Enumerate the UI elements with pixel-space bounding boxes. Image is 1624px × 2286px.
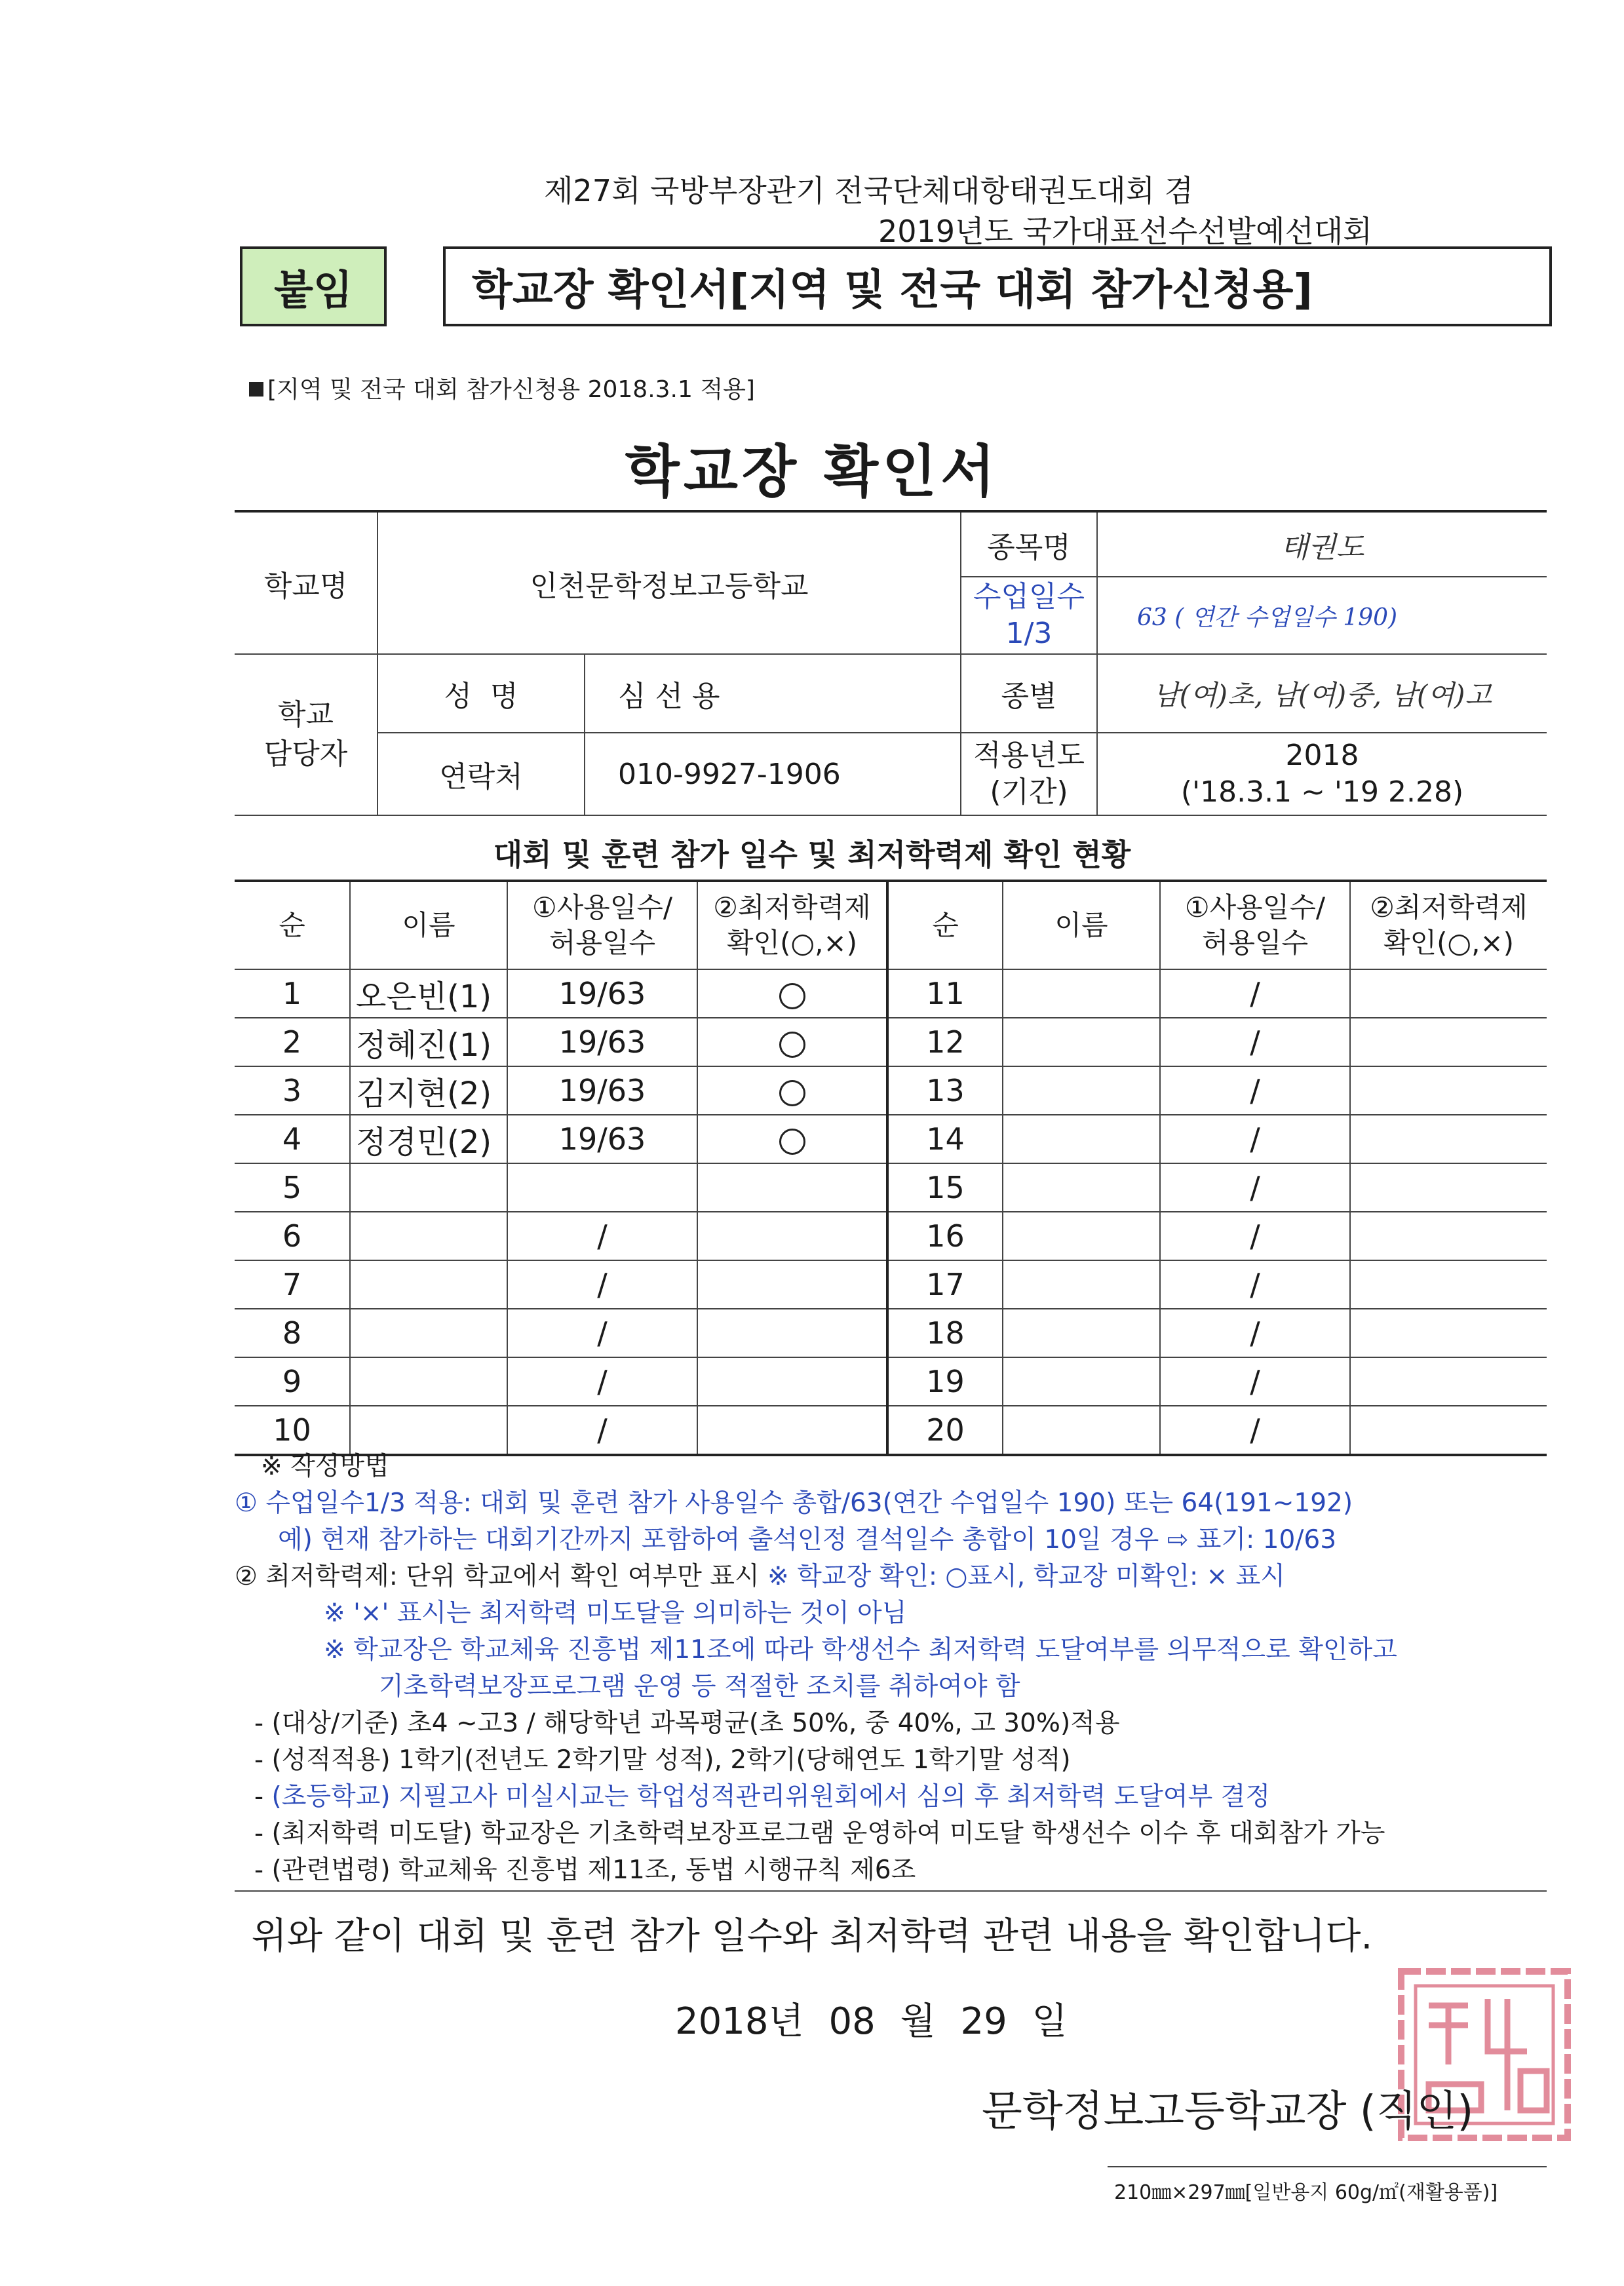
- note-1a: ① 수업일수1/3 적용: 대회 및 훈련 참가 사용일수 총합/63(연간 수업일수 190) 또는 64(191~192): [235, 1488, 1353, 1518]
- col-check-header-2: 확인(○,×): [726, 927, 858, 959]
- signer: 문학정보고등학교장 (직인): [982, 2087, 1474, 2136]
- note-4a: ※ 학교장은 학교체육 진흥법 제11조에 따라 학생선수 최저학력 도달여부를 의무적으로 확인하고: [324, 1635, 1397, 1665]
- row-check: [697, 1260, 887, 1309]
- row-name: [350, 1357, 507, 1406]
- row-no-right: 18: [887, 1309, 1003, 1357]
- row-name-right: [1003, 1357, 1160, 1406]
- row-name-right: [1003, 1260, 1160, 1309]
- row-days: /: [507, 1406, 697, 1455]
- page-title: 학교장 확인서: [625, 439, 999, 505]
- table-row: [235, 1406, 1547, 1455]
- row-name-right: [1003, 1066, 1160, 1115]
- row-no: 8: [235, 1309, 350, 1357]
- table-row: [235, 1018, 1547, 1066]
- row-check: [697, 1406, 887, 1455]
- row-check-right: [1350, 969, 1547, 1018]
- row-no-right: 14: [887, 1115, 1003, 1163]
- row-days-right: /: [1160, 1066, 1350, 1115]
- row-check-right: [1350, 1212, 1547, 1260]
- row-check: [697, 1163, 887, 1212]
- row-check: [697, 1115, 887, 1163]
- row-check-right: [1350, 1163, 1547, 1212]
- col-check-header-right: [1350, 881, 1547, 969]
- row-name-right: [1003, 1309, 1160, 1357]
- row-days-right: /: [1160, 1163, 1350, 1212]
- row-days: 19/63: [507, 969, 697, 1018]
- table-row: [235, 1357, 1547, 1406]
- table-row: [235, 1066, 1547, 1115]
- row-name: [350, 1212, 507, 1260]
- note-2a: ② 최저학력제: 단위 학교에서 확인 여부만 표시: [235, 1562, 760, 1591]
- contact-label: [235, 654, 377, 815]
- row-check: [697, 1018, 887, 1066]
- date-month: 08: [828, 2000, 876, 2043]
- row-name: 정혜진(1): [350, 1018, 507, 1066]
- row-check: [697, 1066, 887, 1115]
- contact-label-1: 학교: [277, 698, 334, 731]
- person-name-value: 심 선 용: [585, 654, 961, 733]
- square-bullet-icon: [249, 382, 263, 397]
- circle-check-icon: [779, 983, 805, 1009]
- row-no: 9: [235, 1357, 350, 1406]
- circle-check-icon: [779, 1032, 805, 1058]
- note-1b: 예) 현재 참가하는 대회기간까지 포함하여 출석인정 결석일수 총합이 10일 경우 ⇨ 표기: 10/63: [278, 1525, 1337, 1555]
- footer-divider: [1108, 2166, 1547, 2167]
- note-2b: ※ 학교장 확인: ○표시, 학교장 미확인: × 표시: [767, 1562, 1285, 1591]
- row-days: 19/63: [507, 1018, 697, 1066]
- row-days: 19/63: [507, 1066, 697, 1115]
- row-days-right: /: [1160, 1212, 1350, 1260]
- row-check-right: [1350, 1260, 1547, 1309]
- sport-label: 종목명: [961, 511, 1097, 577]
- paper-spec-footer: 210㎜×297㎜[일반용지 60g/㎡(재활용품)]: [1114, 2181, 1498, 2204]
- row-name-right: [1003, 1406, 1160, 1455]
- note-d3-text: (초등학교) 지필고사 미실시교는 학업성적관리위원회에서 심의 후 최저학력 도달여부 결정: [271, 1782, 1271, 1811]
- col-check-header-right-2: 확인(○,×): [1383, 927, 1515, 959]
- table-row: [235, 969, 1547, 1018]
- contact-label-2: 담당자: [263, 737, 348, 771]
- col-check-header-right-1: ②최저학력제: [1370, 891, 1528, 923]
- notes-section: [235, 1448, 1558, 1889]
- row-days: /: [507, 1357, 697, 1406]
- row-check: [697, 969, 887, 1018]
- status-title: 대회 및 훈련 참가 일수 및 최저학력제 확인 현황: [493, 837, 1131, 872]
- form-note-text: [지역 및 전국 대회 참가신청용 2018.3.1 적용]: [267, 376, 755, 403]
- apply-year-label: [961, 733, 1097, 815]
- apply-year: 2018: [1285, 739, 1359, 772]
- note-d1: - (대상/기준) 초4 ~고3 / 해당학년 과목평균(초 50%, 중 40%, 고 30%)적용: [254, 1709, 1120, 1738]
- row-no-right: 19: [887, 1357, 1003, 1406]
- row-name-right: [1003, 1018, 1160, 1066]
- apply-year-value: [1097, 733, 1547, 815]
- row-days-right: /: [1160, 1260, 1350, 1309]
- event-title-line2: 2019년도 국가대표선수선발예선대회: [878, 214, 1372, 249]
- row-no: 10: [235, 1406, 350, 1455]
- row-name: [350, 1260, 507, 1309]
- note-d3: [235, 1779, 1558, 1815]
- category-value: 남(여)초, 남(여)중, 남(여)고: [1097, 654, 1547, 733]
- note-4b: 기초학력보장프로그램 운영 등 적절한 조치를 취하여야 함: [379, 1672, 1020, 1701]
- row-name: [350, 1406, 507, 1455]
- header-title: [443, 246, 1552, 326]
- note-d2: - (성적적용) 1학기(전년도 2학기말 성적), 2학기(당해연도 1학기말 성적): [254, 1745, 1071, 1775]
- header-title-text: 학교장 확인서[지역 및 전국 대회 참가신청용]: [472, 266, 1313, 315]
- row-days: /: [507, 1260, 697, 1309]
- status-table: [235, 880, 1547, 1456]
- table-row: [235, 1115, 1547, 1163]
- row-no: 7: [235, 1260, 350, 1309]
- row-check: [697, 1309, 887, 1357]
- row-name: 김지현(2): [350, 1066, 507, 1115]
- divider: [235, 1890, 1547, 1892]
- row-no-right: 20: [887, 1406, 1003, 1455]
- row-no-right: 11: [887, 969, 1003, 1018]
- row-check-right: [1350, 1309, 1547, 1357]
- date-day: 29: [960, 2000, 1007, 2043]
- date-day-unit: 일: [1032, 2000, 1068, 2043]
- row-name: [350, 1309, 507, 1357]
- row-no: 3: [235, 1066, 350, 1115]
- attachment-badge: 붙임: [240, 246, 387, 326]
- table-row: [235, 1309, 1547, 1357]
- table-row: [235, 1163, 1547, 1212]
- form-note: [249, 371, 755, 404]
- row-no-right: 12: [887, 1018, 1003, 1066]
- row-no-right: 15: [887, 1163, 1003, 1212]
- person-name-label: 성 명: [377, 654, 585, 733]
- row-name-right: [1003, 1212, 1160, 1260]
- row-check-right: [1350, 1115, 1547, 1163]
- class-days-value: 63 ( 연간 수업일수 190): [1097, 577, 1547, 654]
- row-no-right: 16: [887, 1212, 1003, 1260]
- row-days: 19/63: [507, 1115, 697, 1163]
- circle-check-icon: [779, 1129, 805, 1155]
- confirm-text: 위와 같이 대회 및 훈련 참가 일수와 최저학력 관련 내용을 확인합니다.: [251, 1915, 1373, 1958]
- circle-check-icon: [779, 1080, 805, 1106]
- date-year: 2018년: [675, 2000, 804, 2043]
- sport-value: 태권도: [1097, 511, 1547, 577]
- col-check-header: [697, 881, 887, 969]
- note-d3-dash: -: [254, 1782, 272, 1811]
- row-no: 1: [235, 969, 350, 1018]
- note-d4: - (최저학력 미도달) 학교장은 기초학력보장프로그램 운영하여 미도달 학생선수 이수 후 대회참가 가능: [254, 1819, 1385, 1848]
- row-name: 정경민(2): [350, 1115, 507, 1163]
- row-no: 6: [235, 1212, 350, 1260]
- row-name: [350, 1163, 507, 1212]
- row-name-right: [1003, 1163, 1160, 1212]
- col-days-header-right-2: 허용일수: [1201, 927, 1309, 959]
- row-days-right: /: [1160, 1115, 1350, 1163]
- notes-heading: ※ 작성방법: [261, 1452, 389, 1481]
- row-check-right: [1350, 1406, 1547, 1455]
- row-no: 2: [235, 1018, 350, 1066]
- row-days: [507, 1163, 697, 1212]
- row-check-right: [1350, 1357, 1547, 1406]
- signing-date: [675, 1992, 1068, 2045]
- row-name-right: [1003, 1115, 1160, 1163]
- apply-year-label-1: 적용년도: [973, 739, 1085, 772]
- apply-period: ('18.3.1 ~ '19 2.28): [1180, 775, 1464, 809]
- col-name-header: 이름: [350, 881, 507, 969]
- row-days-right: /: [1160, 1406, 1350, 1455]
- row-days-right: /: [1160, 1018, 1350, 1066]
- event-title-line1: 제27회 국방부장관기 전국단체대항태권도대회 겸: [544, 173, 1194, 208]
- apply-year-label-2: (기간): [990, 775, 1068, 809]
- row-check-right: [1350, 1066, 1547, 1115]
- row-days-right: /: [1160, 969, 1350, 1018]
- table-row: [235, 1212, 1547, 1260]
- col-days-header: [507, 881, 697, 969]
- note-d5: - (관련법령) 학교체육 진흥법 제11조, 동법 시행규칙 제6조: [254, 1855, 916, 1885]
- row-days: /: [507, 1212, 697, 1260]
- row-no-right: 17: [887, 1260, 1003, 1309]
- col-days-header-2: 허용일수: [549, 927, 656, 959]
- category-label: 종별: [961, 654, 1097, 733]
- table-row: [235, 1260, 1547, 1309]
- class-days-label: [961, 577, 1097, 654]
- class-days-label-1: 수업일수: [973, 580, 1085, 613]
- event-title: [544, 170, 1461, 252]
- row-no-right: 13: [887, 1066, 1003, 1115]
- col-name-header-right: 이름: [1003, 881, 1160, 969]
- row-check: [697, 1357, 887, 1406]
- col-days-header-right-1: ①사용일수/: [1184, 891, 1326, 923]
- school-name-label: 학교명: [235, 511, 377, 654]
- row-name: 오은빈(1): [350, 969, 507, 1018]
- phone-label: 연락처: [377, 733, 585, 815]
- row-no: 5: [235, 1163, 350, 1212]
- col-days-header-1: ①사용일수/: [532, 891, 673, 923]
- row-check-right: [1350, 1018, 1547, 1066]
- phone-value: 010-9927-1906: [585, 733, 961, 815]
- row-days: /: [507, 1309, 697, 1357]
- class-days-label-2: 1/3: [1005, 617, 1053, 650]
- col-no-header-right: 순: [887, 881, 1003, 969]
- school-name-value: 인천문학정보고등학교: [377, 511, 961, 654]
- col-days-header-right: [1160, 881, 1350, 969]
- note-2: [235, 1559, 1558, 1595]
- date-month-unit: 월: [900, 2000, 936, 2043]
- row-check: [697, 1212, 887, 1260]
- row-days-right: /: [1160, 1357, 1350, 1406]
- col-no-header: 순: [235, 881, 350, 969]
- col-check-header-1: ②최저학력제: [713, 891, 871, 923]
- row-no: 4: [235, 1115, 350, 1163]
- school-info-table: [235, 510, 1547, 816]
- note-3: ※ '×' 표시는 최저학력 미도달을 의미하는 것이 아님: [324, 1598, 907, 1628]
- row-days-right: /: [1160, 1309, 1350, 1357]
- row-name-right: [1003, 969, 1160, 1018]
